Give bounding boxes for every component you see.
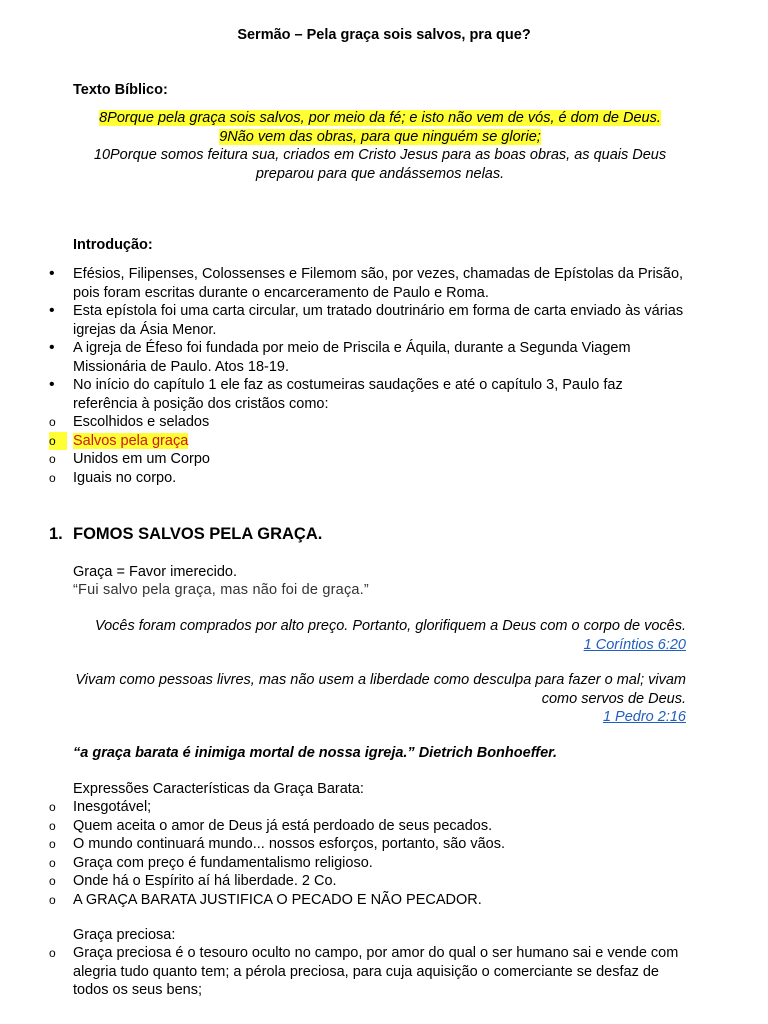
bullet-icon bbox=[49, 339, 67, 358]
bullet-icon bbox=[49, 376, 67, 395]
section-number: 1. bbox=[49, 525, 63, 543]
list-item: • Efésios, Filipenses, Colossenses e Filemom são, por vezes, chamadas de Epístolas da Prisão, pois foram escritas durante o encarceramento de Paulo e Roma. bbox=[49, 265, 689, 302]
scripture-quote-2 bbox=[73, 671, 686, 727]
scripture-reference-link[interactable]: 1 Pedro 2:16 bbox=[602, 709, 686, 725]
list-item: • A igreja de Éfeso foi fundada por meio de Priscila e Áquila, durante a Segunda Viagem Missionária de Paulo. Atos 18-19. bbox=[49, 339, 689, 376]
verse-9: 9Não vem das obras, para que ninguém se glorie; bbox=[219, 128, 541, 145]
circle-bullet-icon bbox=[49, 450, 67, 469]
bible-verses bbox=[73, 109, 687, 183]
graca-quote: “Fui salvo pela graça, mas não foi de graça.” bbox=[73, 582, 369, 598]
list-item: o A GRAÇA BARATA JUSTIFICA O PECADO E NÃO PECADOR. bbox=[49, 891, 689, 910]
intro-bullet-list bbox=[49, 265, 689, 487]
scripture-quote-1 bbox=[73, 617, 686, 654]
list-item: o Graça preciosa é o tesouro oculto no campo, por amor do qual o ser humano sai e vende com alegria tudo quanto tem; a pérola preciosa, para cuja aquisição o comerciante se desfaz de todos os seus bens; bbox=[49, 944, 689, 1000]
scripture-text: Vivam como pessoas livres, mas não usem a liberdade como desculpa para fazer o mal; vivam como servos de Deus. bbox=[75, 672, 686, 707]
bullet-icon bbox=[49, 302, 67, 321]
list-item: • Esta epístola foi uma carta circular, um tratado doutrinário em forma de carta enviado às várias igrejas da Ásia Menor. bbox=[49, 302, 689, 339]
circle-bullet-icon bbox=[49, 872, 67, 891]
bullet-icon bbox=[49, 265, 67, 284]
graca-barata-label: Expressões Características da Graça Barata: bbox=[73, 781, 364, 797]
circle-bullet-icon bbox=[49, 798, 67, 817]
circle-bullet-icon bbox=[49, 835, 67, 854]
circle-bullet-icon bbox=[49, 854, 67, 873]
verse-10: 10Porque somos feitura sua, criados em Cristo Jesus para as boas obras, as quais Deus preparou para que andássemos nelas. bbox=[93, 147, 667, 182]
circle-bullet-icon bbox=[49, 469, 67, 488]
graca-preciosa-label: Graça preciosa: bbox=[73, 927, 176, 943]
circle-bullet-icon bbox=[49, 432, 67, 451]
list-item: o Quem aceita o amor de Deus já está perdoado de seus pecados. bbox=[49, 817, 689, 836]
list-item-highlighted: o Salvos pela graça bbox=[49, 432, 689, 451]
texto-biblico-label: Texto Bíblico: bbox=[73, 82, 168, 98]
circle-bullet-icon bbox=[49, 891, 67, 910]
list-item: • No início do capítulo 1 ele faz as costumeiras saudações e até o capítulo 3, Paulo faz referência à posição dos cristãos como: bbox=[49, 376, 689, 413]
introducao-label: Introdução: bbox=[73, 237, 153, 253]
section-heading bbox=[49, 525, 322, 544]
bonhoeffer-quote: “a graça barata é inimiga mortal de nossa igreja.” Dietrich Bonhoeffer. bbox=[73, 745, 558, 761]
list-item: o Graça com preço é fundamentalismo religioso. bbox=[49, 854, 689, 873]
list-item: o O mundo continuará mundo... nossos esforços, portanto, são vãos. bbox=[49, 835, 689, 854]
scripture-reference-link[interactable]: 1 Coríntios 6:20 bbox=[583, 636, 686, 653]
list-item: o Escolhidos e selados bbox=[49, 413, 689, 432]
section-title: FOMOS SALVOS PELA GRAÇA. bbox=[73, 525, 323, 543]
verse-8: 8Porque pela graça sois salvos, por meio da fé; e isto não vem de vós, é dom de Deus. bbox=[99, 110, 661, 126]
list-item: o Inesgotável; bbox=[49, 798, 689, 817]
page-title: Sermão – Pela graça sois salvos, pra que? bbox=[237, 27, 531, 43]
list-item: o Iguais no corpo. bbox=[49, 469, 689, 488]
circle-bullet-icon bbox=[49, 413, 67, 432]
graca-preciosa-list bbox=[49, 944, 689, 1000]
graca-barata-list bbox=[49, 798, 689, 909]
graca-definition: Graça = Favor imerecido. bbox=[73, 564, 237, 580]
list-item: o Unidos em um Corpo bbox=[49, 450, 689, 469]
list-item: o Onde há o Espírito aí há liberdade. 2 Co. bbox=[49, 872, 689, 891]
circle-bullet-icon bbox=[49, 817, 67, 836]
scripture-text: Vocês foram comprados por alto preço. Portanto, glorifiquem a Deus com o corpo de vocês. bbox=[94, 618, 686, 634]
circle-bullet-icon bbox=[49, 944, 67, 963]
